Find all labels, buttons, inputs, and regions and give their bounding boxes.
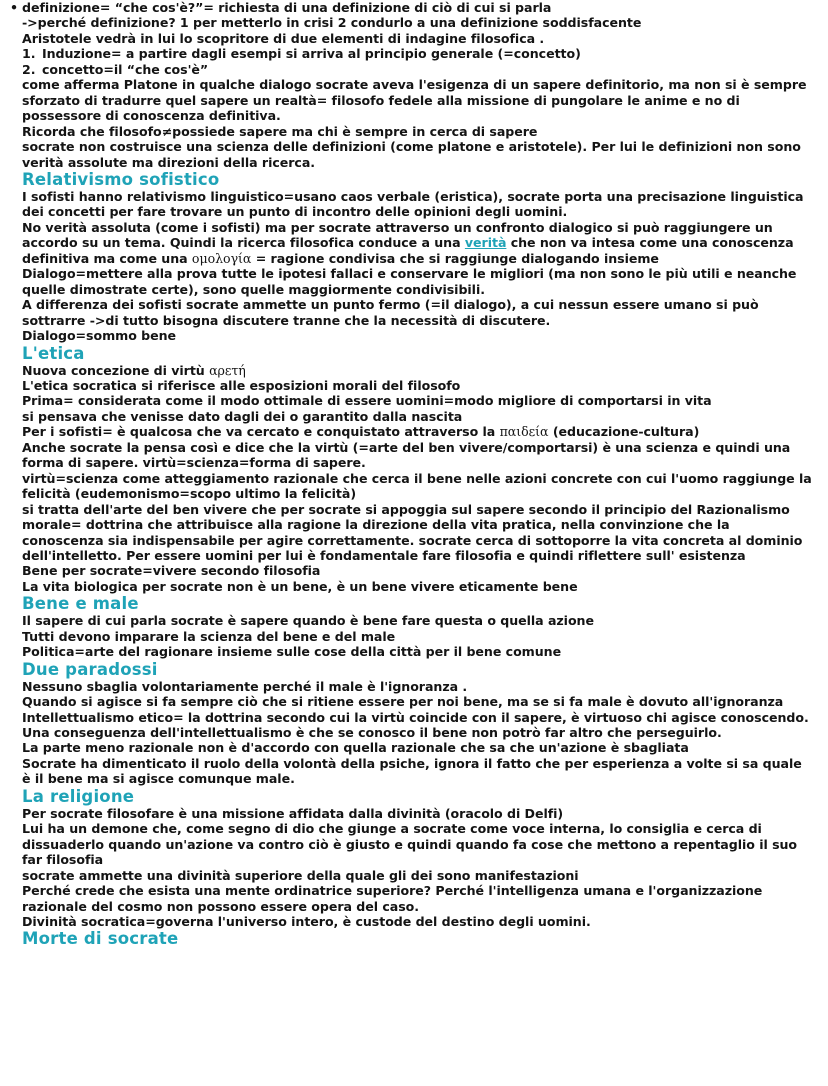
bene-male-p1: Il sapere di cui parla socrate è sapere quando è bene fare questa o quella azione xyxy=(22,613,594,629)
ricorda-line: Ricorda che filosofo≠possiede sapere ma chi è sempre in cerca di sapere xyxy=(22,123,538,139)
paradossi-p3: Intellettualismo etico= la dottrina secondo cui la virtù coincide con il sapere, è virtuoso chi agisce conoscendo. Una conseguenza dell'intellettualismo è che se conosco il bene non potrò far altro che perseguirlo. xyxy=(22,709,809,741)
text-fragment: Per i sofisti= è qualcosa che va cercato e conquistato attraverso la xyxy=(22,424,500,440)
definizioni-paragraph: socrate non costruisce una scienza delle definizioni (come platone e aristotele). Per lui le definizioni non sono verità assolute ma direzioni della ricerca. xyxy=(22,139,801,170)
etica-p1 xyxy=(22,363,814,378)
list-number: 1. xyxy=(22,46,36,62)
heading-religione: La religione xyxy=(22,786,135,806)
religione-p5: Divinità socratica=governa l'universo intero, è custode del destino degli uomini. xyxy=(22,914,591,930)
heading-morte: Morte di socrate xyxy=(22,929,179,949)
etica-p5 xyxy=(22,424,814,439)
etica-p9: Bene per socrate=vivere secondo filosofia xyxy=(22,563,321,579)
list-number: 2. xyxy=(22,61,36,77)
religione-p1: Per socrate filosofare è una missione affidata dalla divinità (oracolo di Delfi) xyxy=(22,805,564,821)
heading-bene-male: Bene e male xyxy=(22,594,139,614)
list-item-text: Induzione= a partire dagli esempi si arriva al principio generale (=concetto) xyxy=(42,46,581,62)
text-fragment: (educazione-cultura) xyxy=(548,424,700,440)
etica-p6: Anche socrate la pensa così e dice che la virtù (=arte del ben vivere/comportarsi) è una scienza e quindi una forma di sapere. virtù=scienza=forma di sapere. xyxy=(22,439,791,471)
etica-p3: Prima= considerata come il modo ottimale di essere uomini=modo migliore di comportarsi in vita xyxy=(22,393,712,409)
paradossi-p1: Nessuno sbaglia volontariamente perché il male è l'ignoranza . xyxy=(22,678,468,694)
why-definition-line: ->perché definizione? 1 per metterlo in crisi 2 condurlo a una definizione soddisfacente xyxy=(22,15,642,31)
list-item-text: concetto=il “che cos'è” xyxy=(42,61,209,77)
paradossi-p5: Socrate ha dimenticato il ruolo della volontà della psiche, ignora il fatto che per esperienza a volte si sa quale è il bene ma si agisce comunque male. xyxy=(22,755,802,787)
religione-p4: Perché crede che esista una mente ordinatrice superiore? Perché l'intelligenza umana e l'organizzazione razionale del cosmo non possono essere opera del caso. xyxy=(22,883,763,914)
greek-word: ομολογία xyxy=(191,250,252,266)
etica-p8: si tratta dell'arte del ben vivere che per socrate si appoggia sul sapere secondo il principio del Razionalismo morale= dottrina che attribuisce alla ragione la direzione della vita pratica, nella convinzione che la conoscenza sia indispensabile per agire correttamente. socrate cerca di sottoporre la vita concreta al dominio dell'intelletto. Per essere uomini per lui è fondamentale fare filosofia e quindi riflettere sull' esistenza xyxy=(22,501,803,563)
relativismo-p1: I sofisti hanno relativismo linguistico=usano caos verbale (eristica), socrate porta una precisazione linguistica dei concetti per fare trovare un punto di incontro delle opinioni degli uomini. xyxy=(22,188,804,220)
etica-p10: La vita biologica per socrate non è un bene, è un bene vivere eticamente bene xyxy=(22,578,578,594)
etica-p2: L'etica socratica si riferisce alle esposizioni morali del filosofo xyxy=(22,377,461,393)
list-item-induzione xyxy=(22,46,814,61)
relativismo-p5: Dialogo=sommo bene xyxy=(22,328,177,344)
text-fragment: No verità assoluta (come i sofisti) ma per socrate attraverso un confronto dialogico si può raggiungere un accordo su un tema. Quindi la ricerca filosofica conduce a una xyxy=(22,219,773,251)
greek-word: παιδεία xyxy=(499,424,549,440)
etica-p4: si pensava che venisse dato dagli dei o garantito dalla nascita xyxy=(22,408,463,424)
text-fragment: che non va intesa come una conoscenza definitiva ma come una xyxy=(22,235,794,266)
text-fragment: Nuova concezione di virtù xyxy=(22,362,210,378)
relativismo-p4: A differenza dei sofisti socrate ammette un punto fermo (=il dialogo), a cui nessun essere umano si può sottrarre ->di tutto bisogna discutere tranne che la necessità di discutere. xyxy=(22,297,759,328)
platone-paragraph: come afferma Platone in qualche dialogo socrate aveva l'esigenza di un sapere definitorio, ma non si è sempre sforzato di tradurre quel sapere un realtà= filosofo fedele alla missione di pungolare le anime e no di possessore di conoscenza definitiva. xyxy=(22,77,807,124)
bene-male-p3: Politica=arte del ragionare insieme sulle cose della città per il bene comune xyxy=(22,644,562,660)
bene-male-p2: Tutti devono imparare la scienza del bene e del male xyxy=(22,628,396,644)
verita-link[interactable]: verità xyxy=(464,235,507,251)
aristotle-line: Aristotele vedrà in lui lo scopritore di due elementi di indagine filosofica . xyxy=(22,30,545,46)
heading-paradossi: Due paradossi xyxy=(22,659,158,679)
relativismo-p2 xyxy=(22,220,814,266)
paradossi-p4: La parte meno razionale non è d'accordo con quella razionale che sa che un'azione è sbagliata xyxy=(22,740,689,756)
religione-p3: socrate ammette una divinità superiore della quale gli dei sono manifestazioni xyxy=(22,867,579,883)
text-fragment: = ragione condivisa che si raggiunge dialogando insieme xyxy=(251,250,659,266)
etica-p7: virtù=scienza come atteggiamento razionale che cerca il bene nelle azioni concrete con cui l'uomo raggiunge la felicità (eudemonismo=scopo ultimo la felicità) xyxy=(22,470,812,502)
heading-etica: L'etica xyxy=(22,343,85,363)
religione-p2: Lui ha un demone che, come segno di dio che giunge a socrate come voce interna, lo consiglia e cerca di dissuaderlo quando un'azione va contro ciò è giusto e quindi quando fa cose che mettono a repentaglio il suo far filosofia xyxy=(22,821,798,868)
paradossi-p2: Quando si agisce si fa sempre ciò che si ritiene essere per noi bene, ma se si fa male è dovuto all'ignoranza xyxy=(22,694,784,710)
heading-relativismo: Relativismo sofistico xyxy=(22,169,220,189)
definition-line: • definizione= “che cos'è?”= richiesta di una definizione di ciò di cui si parla xyxy=(22,0,814,15)
relativismo-p3: Dialogo=mettere alla prova tutte le ipotesi fallaci e conservare le migliori (ma non sono le più utili e neanche quelle dimostrate certe), sono quelle maggiormente condivisibili. xyxy=(22,266,797,297)
greek-word: αρετή xyxy=(209,362,246,378)
list-item-concetto xyxy=(22,62,814,77)
